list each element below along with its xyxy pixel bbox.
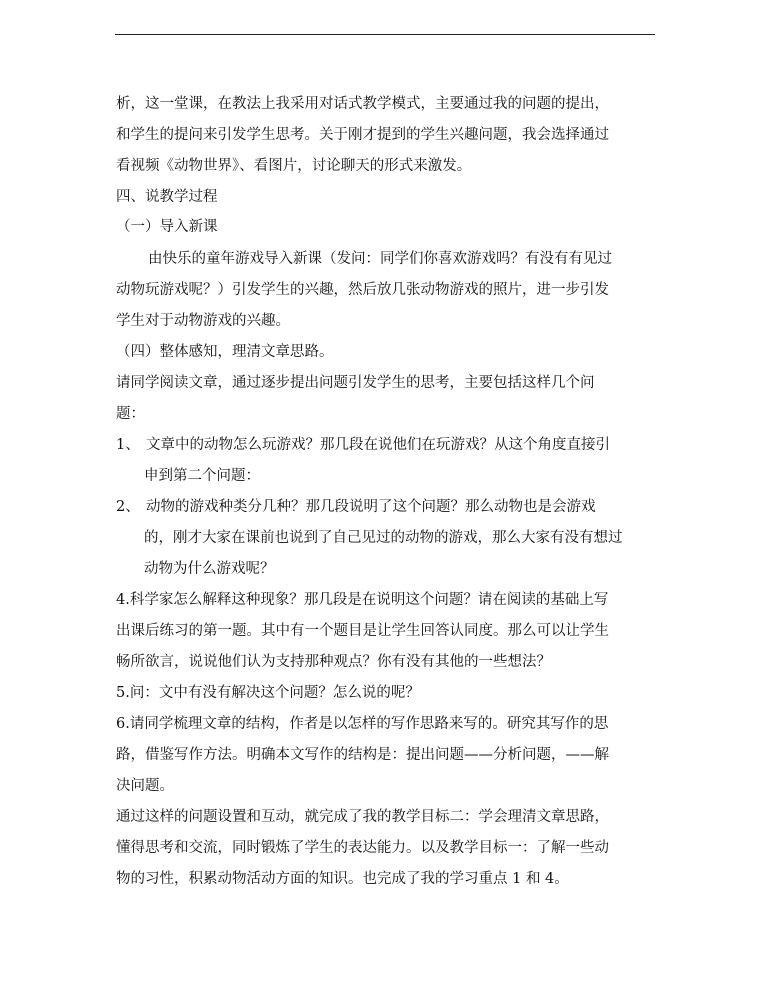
list-item-line: 文章中的动物怎么玩游戏？那几段在说他们在玩游戏？从这个角度直接引	[146, 437, 610, 453]
list-item-line: 的，刚才大家在课前也说到了自己见过的动物的游戏，那么大家有没有想过	[144, 530, 623, 546]
body-line: 5.问：文中有没有解决这个问题？怎么说的呢？	[116, 685, 420, 701]
body-line: 畅所欲言，说说他们认为支持那种观点？你有没有其他的一些想法？	[116, 654, 551, 670]
body-line: 物的习性，积累动物活动方面的知识。也完成了我的学习重点 1 和 4。	[116, 871, 569, 887]
list-item-line: 动物为什么游戏呢？	[144, 561, 275, 577]
body-line: 6.请同学梳理文章的结构，作者是以怎样的写作思路来写的。研究其写作的思	[116, 716, 609, 732]
body-line: 由快乐的童年游戏导入新课（发问：同学们你喜欢游戏吗？有没有有见过	[148, 251, 612, 267]
subsection-heading: （四）整体感知，理清文章思路。	[116, 344, 334, 360]
body-line: 4.科学家怎么解释这种现象？那几段是在说明这个问题？请在阅读的基础上写	[116, 592, 609, 608]
body-line: 看视频《动物世界》、看图片，讨论聊天的形式来激发。	[116, 158, 472, 174]
body-line: 学生对于动物游戏的兴趣。	[116, 313, 290, 329]
body-line: 请同学阅读文章，通过逐步提出问题引发学生的思考，主要包括这样几个问	[116, 375, 595, 391]
body-line: 路，借鉴写作方法。明确本文写作的结构是：提出问题——分析问题，——解	[116, 747, 609, 763]
header-rule	[115, 34, 655, 35]
body-line: 出课后练习的第一题。其中有一个题目是让学生回答认同度。那么可以让学生	[116, 623, 609, 639]
list-item-line: 申到第二个问题：	[144, 468, 260, 484]
list-item-line: 动物的游戏种类分几种？那几段说明了这个问题？那么动物也是会游戏	[146, 499, 596, 515]
subsection-heading: （一）导入新课	[116, 219, 218, 235]
body-line: 决问题。	[116, 778, 174, 794]
list-number: 1、	[116, 437, 140, 453]
list-number: 2、	[116, 499, 140, 515]
body-line: 通过这样的问题设置和互动，就完成了我的教学目标二：学会理清文章思路，	[116, 809, 609, 825]
section-heading: 四、说教学过程	[116, 189, 218, 205]
body-line: 动物玩游戏呢？）引发学生的兴趣，然后放几张动物游戏的照片，进一步引发	[116, 282, 609, 298]
body-line: 析，这一堂课，在教法上我采用对话式教学模式，主要通过我的问题的提出，	[116, 96, 609, 112]
body-line: 懂得思考和交流，同时锻炼了学生的表达能力。以及教学目标一：了解一些动	[116, 840, 609, 856]
body-line: 和学生的提问来引发学生思考。关于刚才提到的学生兴趣问题，我会选择通过	[116, 127, 609, 143]
body-line: 题：	[116, 406, 145, 422]
